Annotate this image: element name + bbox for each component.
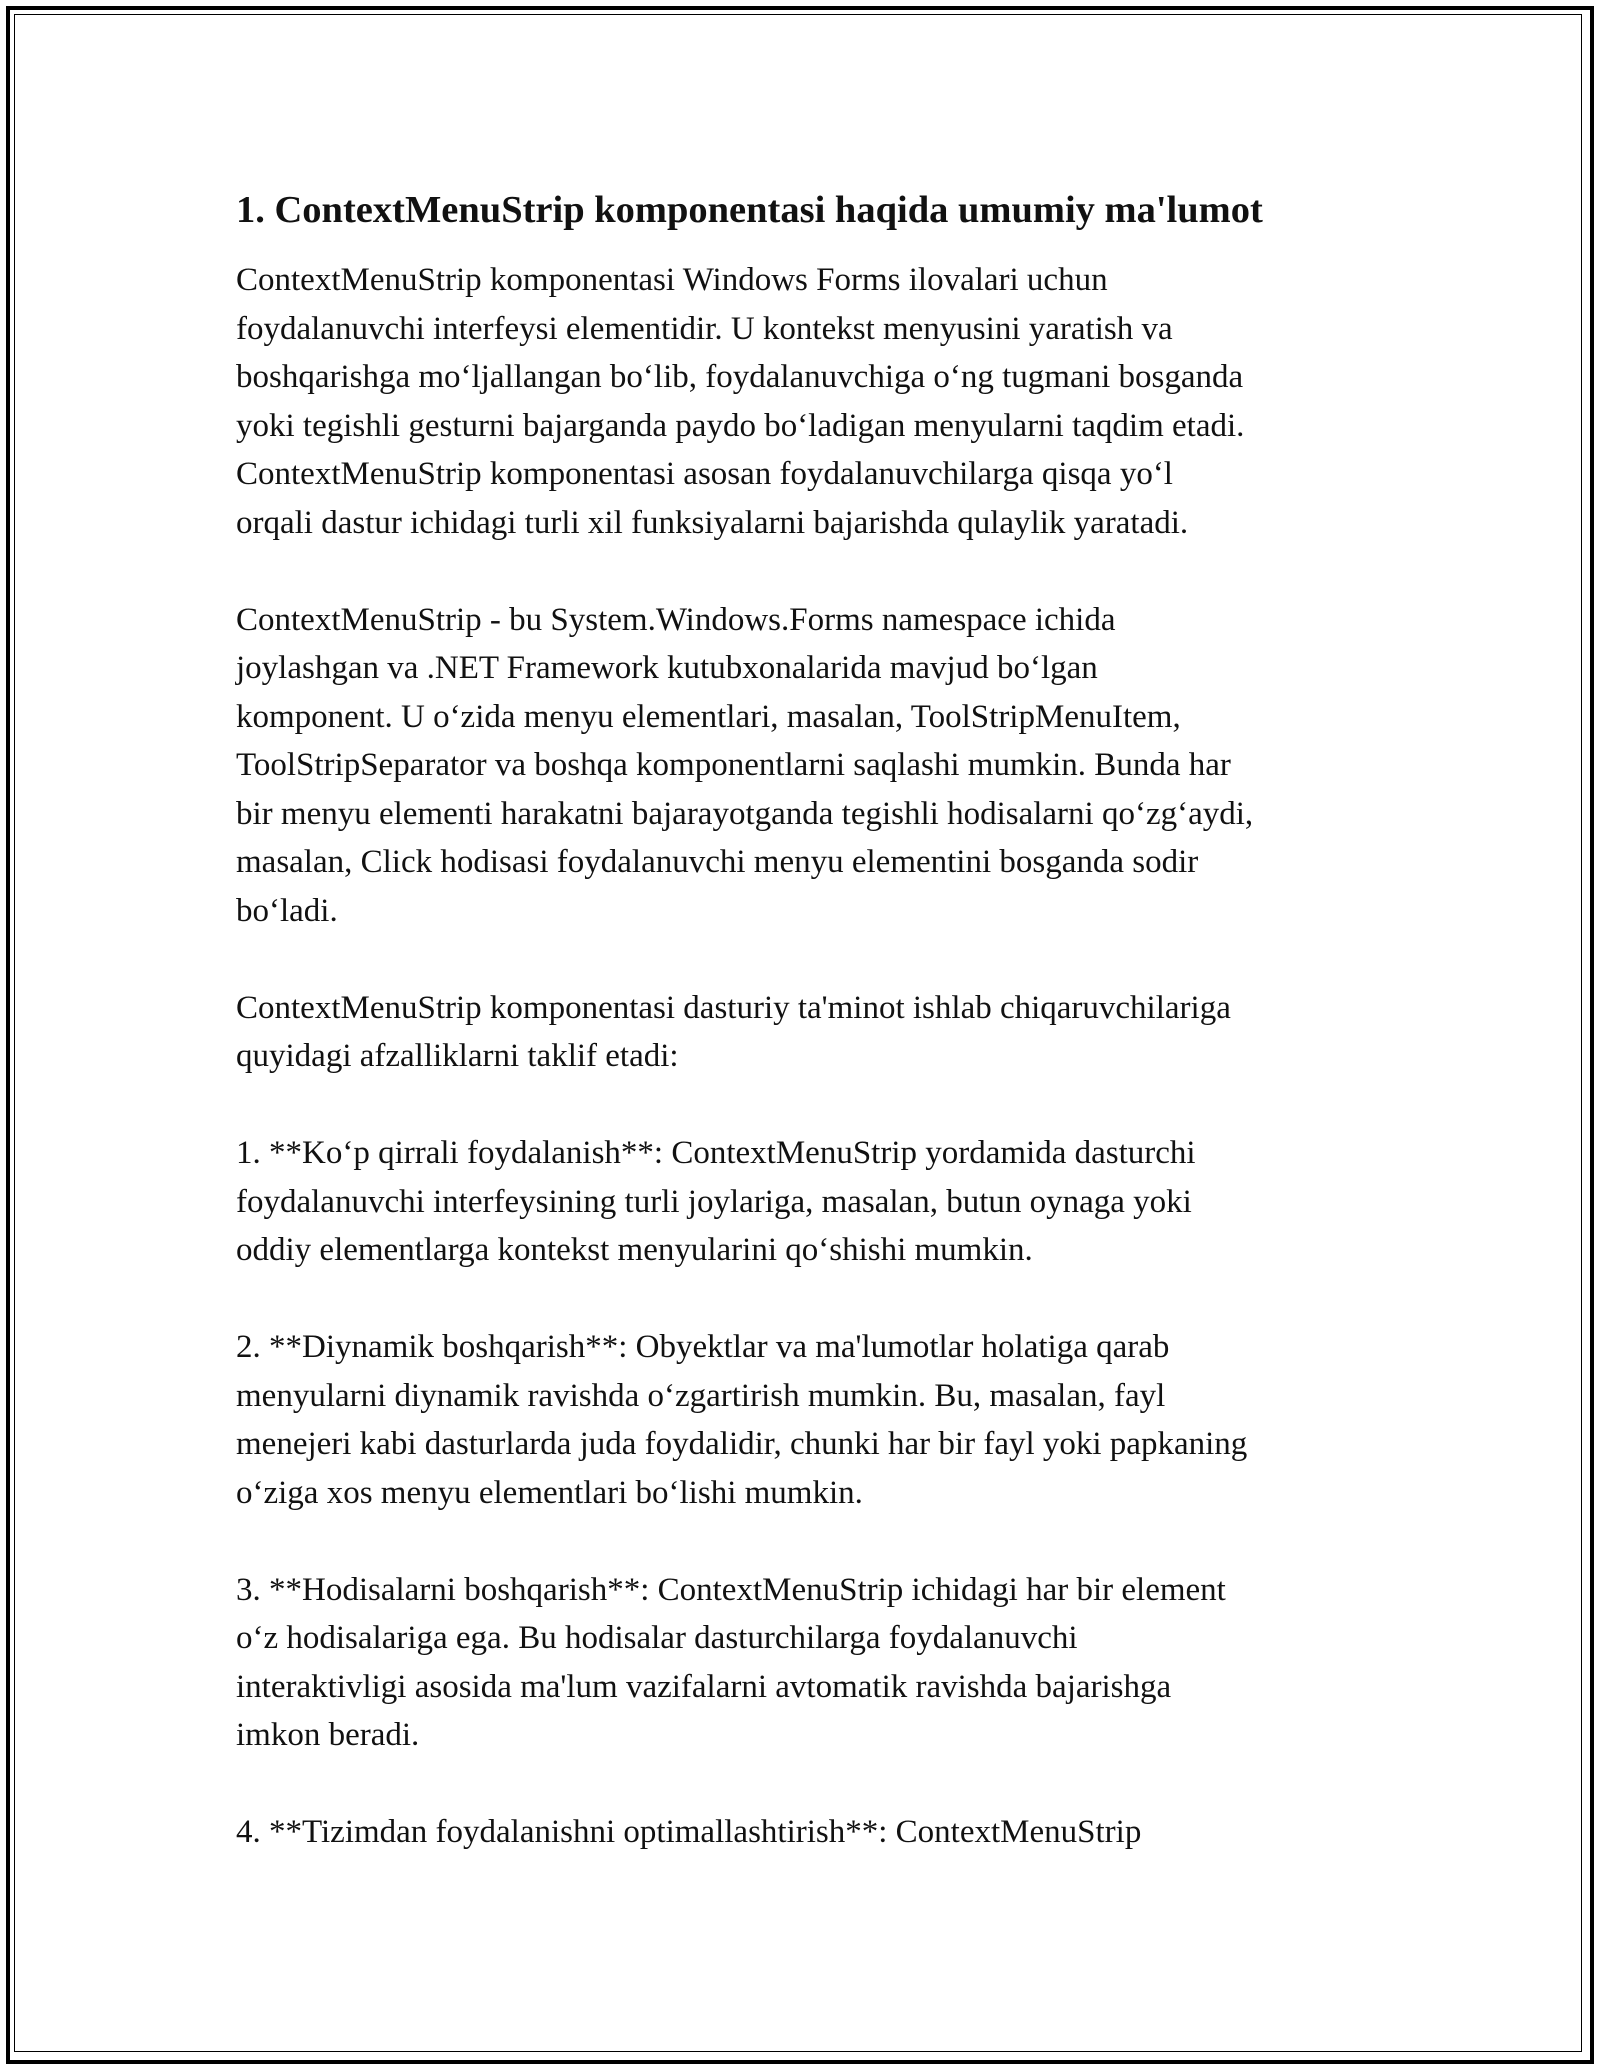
list-item-4 [236, 1808, 1396, 1857]
text-line: interaktivligi asosida ma'lum vazifalarni avtomatik ravishda bajarishga [236, 1668, 1172, 1705]
text-line: 2. **Diynamik boshqarish**: Obyektlar va ma'lumotlar holatiga qarab [236, 1329, 1170, 1365]
text-line: quyidagi afzalliklarni taklif etadi: [236, 1038, 679, 1074]
text-line: boshqarishga moʻljallangan boʻlib, foydalanuvchiga oʻng tugmani bosganda [236, 359, 1244, 395]
text-line: foydalanuvchi interfeysining turli joylariga, masalan, butun oynaga yoki [236, 1183, 1192, 1220]
text-line: bir menyu elementi harakatni bajarayotganda tegishli hodisalarni qoʻzgʻaydi, [236, 795, 1254, 832]
text-line: menyularni diynamik ravishda oʻzgartirish mumkin. Bu, masalan, fayl [236, 1377, 1166, 1414]
list-item-1 [236, 1129, 1396, 1275]
text-line: 1. **Koʻp qirrali foydalanish**: ContextMenuStrip yordamida dasturchi [236, 1135, 1196, 1171]
document-title: 1. ContextMenuStrip komponentasi haqida umumiy ma'lumot [236, 189, 1263, 231]
text-line: menejeri kabi dasturlarda juda foydalidir, chunki har bir fayl yoki papkaning [236, 1426, 1248, 1462]
list-item-2 [236, 1323, 1396, 1517]
text-line: oʻz hodisalariga ega. Bu hodisalar dasturchilarga foydalanuvchi [236, 1620, 1078, 1656]
text-line: 3. **Hodisalarni boshqarish**: ContextMenuStrip ichidagi har bir element [236, 1571, 1226, 1608]
paragraph-namespace [236, 596, 1396, 936]
text-line: ContextMenuStrip - bu System.Windows.Forms namespace ichida [236, 601, 1116, 638]
text-line: yoki tegishli gesturni bajarganda paydo boʻladigan menyularni taqdim etadi. [236, 407, 1245, 444]
text-line: orqali dastur ichidagi turli xil funksiyalarni bajarishda qulaylik yaratadi. [236, 504, 1189, 541]
list-item-3 [236, 1566, 1396, 1760]
paragraph-intro [236, 256, 1396, 547]
text-line: ContextMenuStrip komponentasi asosan foydalanuvchilarga qisqa yoʻl [236, 456, 1173, 492]
text-line: komponent. U oʻzida menyu elementlari, masalan, ToolStripMenuItem, [236, 698, 1181, 735]
text-line: foydalanuvchi interfeysi elementidir. U kontekst menyusini yaratish va [236, 310, 1173, 347]
text-line: 4. **Tizimdan foydalanishni optimallashtirish**: ContextMenuStrip [236, 1814, 1142, 1850]
text-line: ContextMenuStrip komponentasi Windows Forms ilovalari uchun [236, 262, 1108, 298]
document-body [236, 186, 1396, 1905]
text-line: ToolStripSeparator va boshqa komponentlarni saqlashi mumkin. Bunda har [236, 747, 1231, 783]
text-line: joylashgan va .NET Framework kutubxonalarida mavjud boʻlgan [236, 650, 1098, 686]
text-line: masalan, Click hodisasi foydalanuvchi menyu elementini bosganda sodir [236, 844, 1199, 880]
text-line: oddiy elementlarga kontekst menyularini qoʻshishi mumkin. [236, 1232, 1033, 1268]
paragraph-advantages-intro [236, 984, 1396, 1081]
text-line: boʻladi. [236, 892, 338, 929]
text-line: oʻziga xos menyu elementlari boʻlishi mumkin. [236, 1474, 863, 1511]
text-line: ContextMenuStrip komponentasi dasturiy ta'minot ishlab chiqaruvchilariga [236, 989, 1231, 1026]
text-line: imkon beradi. [236, 1717, 420, 1753]
